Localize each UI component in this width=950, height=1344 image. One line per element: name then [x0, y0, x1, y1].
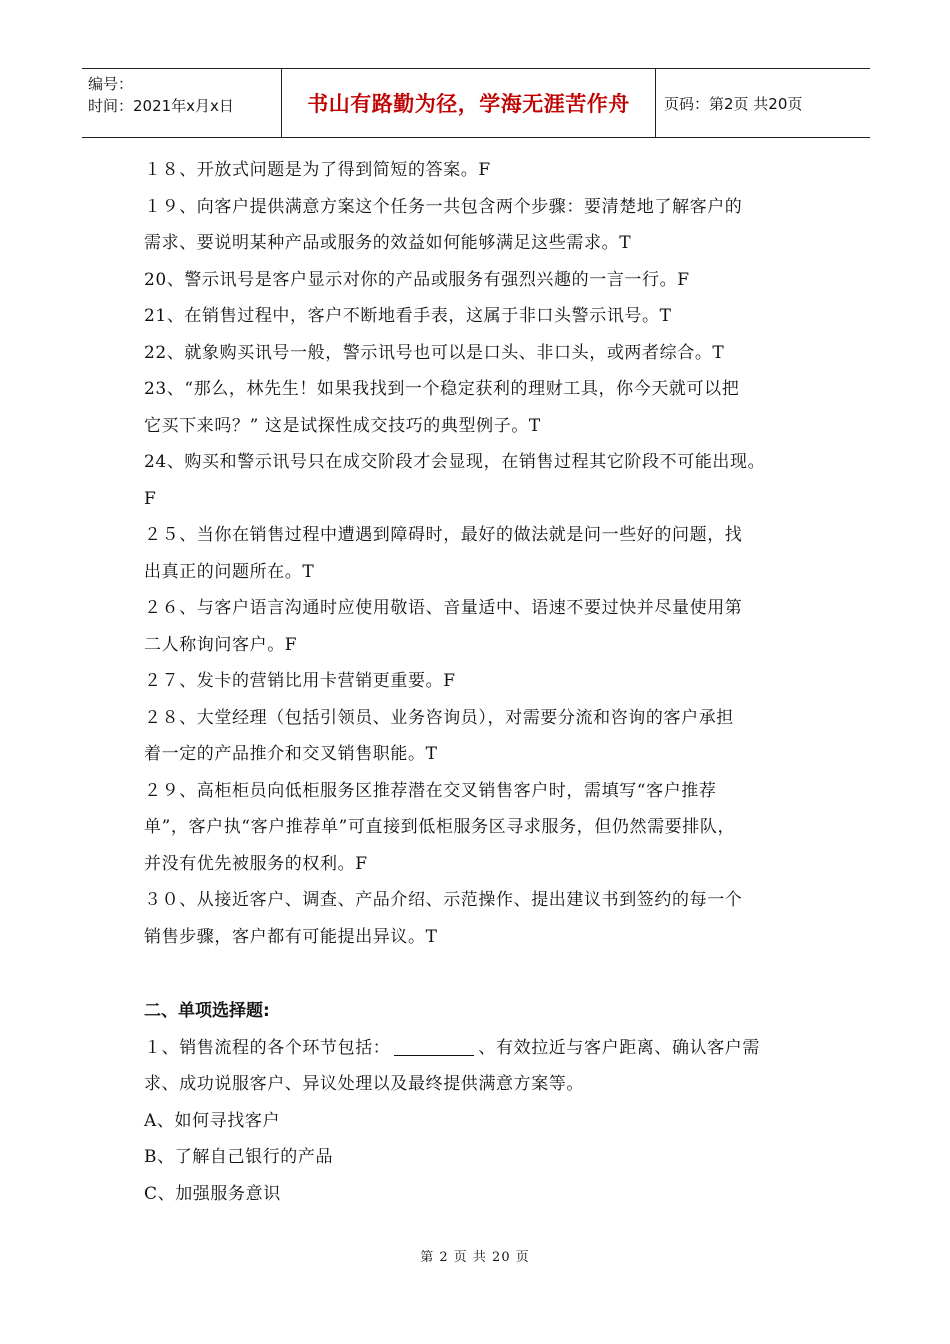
- text-line: 它买下来吗？” 这是试探性成交技巧的典型例子。T: [144, 415, 541, 436]
- text-line: F: [144, 488, 157, 509]
- text-line: １９、向客户提供满意方案这个任务一共包含两个步骤：要清楚地了解客户的: [144, 196, 743, 217]
- header-left-cell: [82, 69, 282, 137]
- fill-blank: [394, 1037, 474, 1056]
- question-prefix: １、销售流程的各个环节包括：: [144, 1037, 391, 1058]
- text-line: 24、购买和警示讯号只在成交阶段才会显现，在销售过程其它阶段不可能出现。: [144, 452, 766, 472]
- text-line: 20、警示讯号是客户显示对你的产品或服务有强烈兴趣的一言一行。F: [144, 269, 690, 290]
- text-line: 并没有优先被服务的权利。F: [144, 853, 368, 874]
- option-c: C、加强服务意识: [144, 1183, 281, 1204]
- text-line: 着一定的产品推介和交叉销售职能。T: [144, 744, 438, 764]
- text-line: ２８、大堂经理（包括引领员、业务咨询员），对需要分流和咨询的客户承担: [144, 707, 734, 728]
- section-title: 二、单项选择题:: [144, 1001, 270, 1021]
- section-gap: [144, 955, 824, 993]
- text-line: 销售步骤，客户都有可能提出异议。T: [144, 926, 438, 947]
- number-label: 编号：: [88, 75, 134, 93]
- text-line: 需求、要说明某种产品或服务的效益如何能够满足这些需求。T: [144, 233, 632, 253]
- text-line: ２６、与客户语言沟通时应使用敬语、音量适中、语速不要过快并尽量使用第: [144, 598, 743, 618]
- page-info: 页码：第2页 共20页: [664, 94, 803, 113]
- question-line: 求、成功说服客户、异议处理以及最终提供满意方案等。: [144, 1074, 584, 1094]
- motto-text: 书山有路勤为径，学海无涯苦作舟: [307, 92, 630, 116]
- text-line: ２９、高柜柜员向低柜服务区推荐潜在交叉销售客户时，需填写“客户推荐: [144, 780, 717, 801]
- text-line: 二人称询问客户。F: [144, 634, 298, 655]
- question-line: [144, 1030, 824, 1067]
- text-line: 23、“那么，林先生！如果我找到一个稳定获利的理财工具，你今天就可以把: [144, 379, 740, 399]
- header-motto-cell: [282, 69, 656, 137]
- text-line: ２５、当你在销售过程中遭遇到障碍时，最好的做法就是问一些好的问题，找: [144, 525, 743, 545]
- text-line: 22、就象购买讯号一般，警示讯号也可以是口头、非口头，或两者综合。T: [144, 342, 725, 363]
- page-footer: 第 2 页 共 20 页: [420, 1250, 530, 1265]
- option-b: B、了解自己银行的产品: [144, 1147, 334, 1167]
- text-line: １８、开放式问题是为了得到简短的答案。F: [144, 160, 491, 180]
- page-header: [82, 68, 870, 138]
- text-line: 21、在销售过程中，客户不断地看手表，这属于非口头警示讯号。T: [144, 306, 672, 326]
- text-line: ３０、从接近客户、调查、产品介绍、示范操作、提出建议书到签约的每一个: [144, 890, 743, 910]
- date-label: 时间：2021年x月x日: [88, 97, 234, 115]
- text-line: ２７、发卡的营销比用卡营销更重要。F: [144, 671, 456, 691]
- option-a: A、如何寻找客户: [144, 1110, 281, 1131]
- text-line: 单”，客户执“客户推荐单”可直接到低柜服务区寻求服务，但仍然需要排队，: [144, 817, 736, 837]
- text-line: 出真正的问题所在。T: [144, 561, 315, 582]
- document-body: [144, 152, 824, 1212]
- header-page-cell: [656, 69, 870, 137]
- question-suffix: 、有效拉近与客户距离、确认客户需: [478, 1037, 761, 1058]
